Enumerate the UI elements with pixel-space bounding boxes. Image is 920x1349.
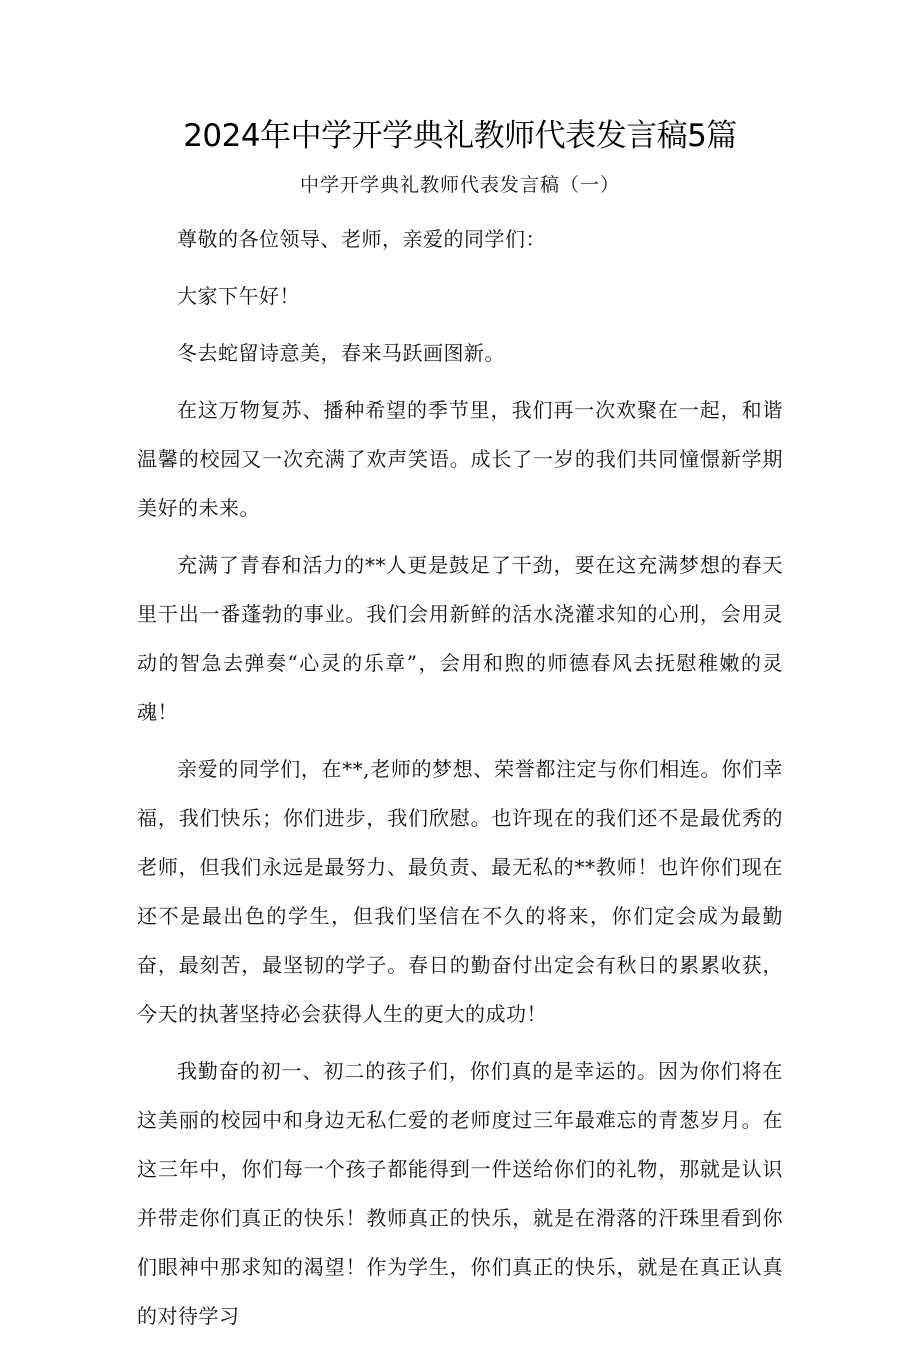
paragraph-text: 在这万物复苏、播种希望的季节里，我们再一次欢聚在一起，和谐温馨的校园又一次充满了欢声笑语。成长了一岁的我们共同憧憬新学期美好的未来。	[137, 398, 783, 520]
paragraph-text: 我勤奋的初一、初二的孩子们，你们真的是幸运的。因为你们将在这美丽的校园中和身边无私仁爱的老师度过三年最难忘的青葱岁月。在这三年中，你们每一个孩子都能得到一件送给你们的礼物，那就是认识并带走你们真正的快乐！教师真正的快乐，就是在滑落的汗珠里看到你们眼神中那求知的渴望！作为学生，你们真正的快乐，就是在真正认真的对待学习	[137, 1059, 783, 1328]
paragraph-text: 亲爱的同学们，在**,老师的梦想、荣誉都注定与你们相连。你们幸福，我们快乐；你们进步，我们欣慰。也许现在的我们还不是最优秀的老师，但我们永远是最努力、最负责、最无私的**教师！也许你们现在还不是最出色的学生，但我们坚信在不久的将来，你们定会成为最勤奋，最刻苦，最坚韧的学子。春日的勤奋付出定会有秋日的累累收获，今天的执著坚持必会获得人生的更大的成功！	[137, 757, 783, 1026]
paragraph-text: 充满了青春和活力的**人更是鼓足了干劲，要在这充满梦想的春天里干出一番蓬勃的事业。我们会用新鲜的活水浇灌求知的心刑，会用灵动的智急去弹奏“心灵的乐章”，会用和煦的师德春风去抚慰稚嫩的灵魂！	[137, 553, 783, 724]
document-body	[137, 215, 783, 1349]
paragraph-couplet: 冬去蛇留诗意美，春来马跃画图新。	[177, 341, 505, 365]
document-title: 2024年中学开学典礼教师代表发言稿5篇	[183, 118, 737, 154]
paragraph-greeting: 大家下午好！	[177, 284, 300, 308]
paragraph-salutation: 尊敬的各位领导、老师，亲爱的同学们：	[177, 227, 546, 251]
document-subtitle: 中学开学典礼教师代表发言稿（一）	[299, 174, 620, 196]
